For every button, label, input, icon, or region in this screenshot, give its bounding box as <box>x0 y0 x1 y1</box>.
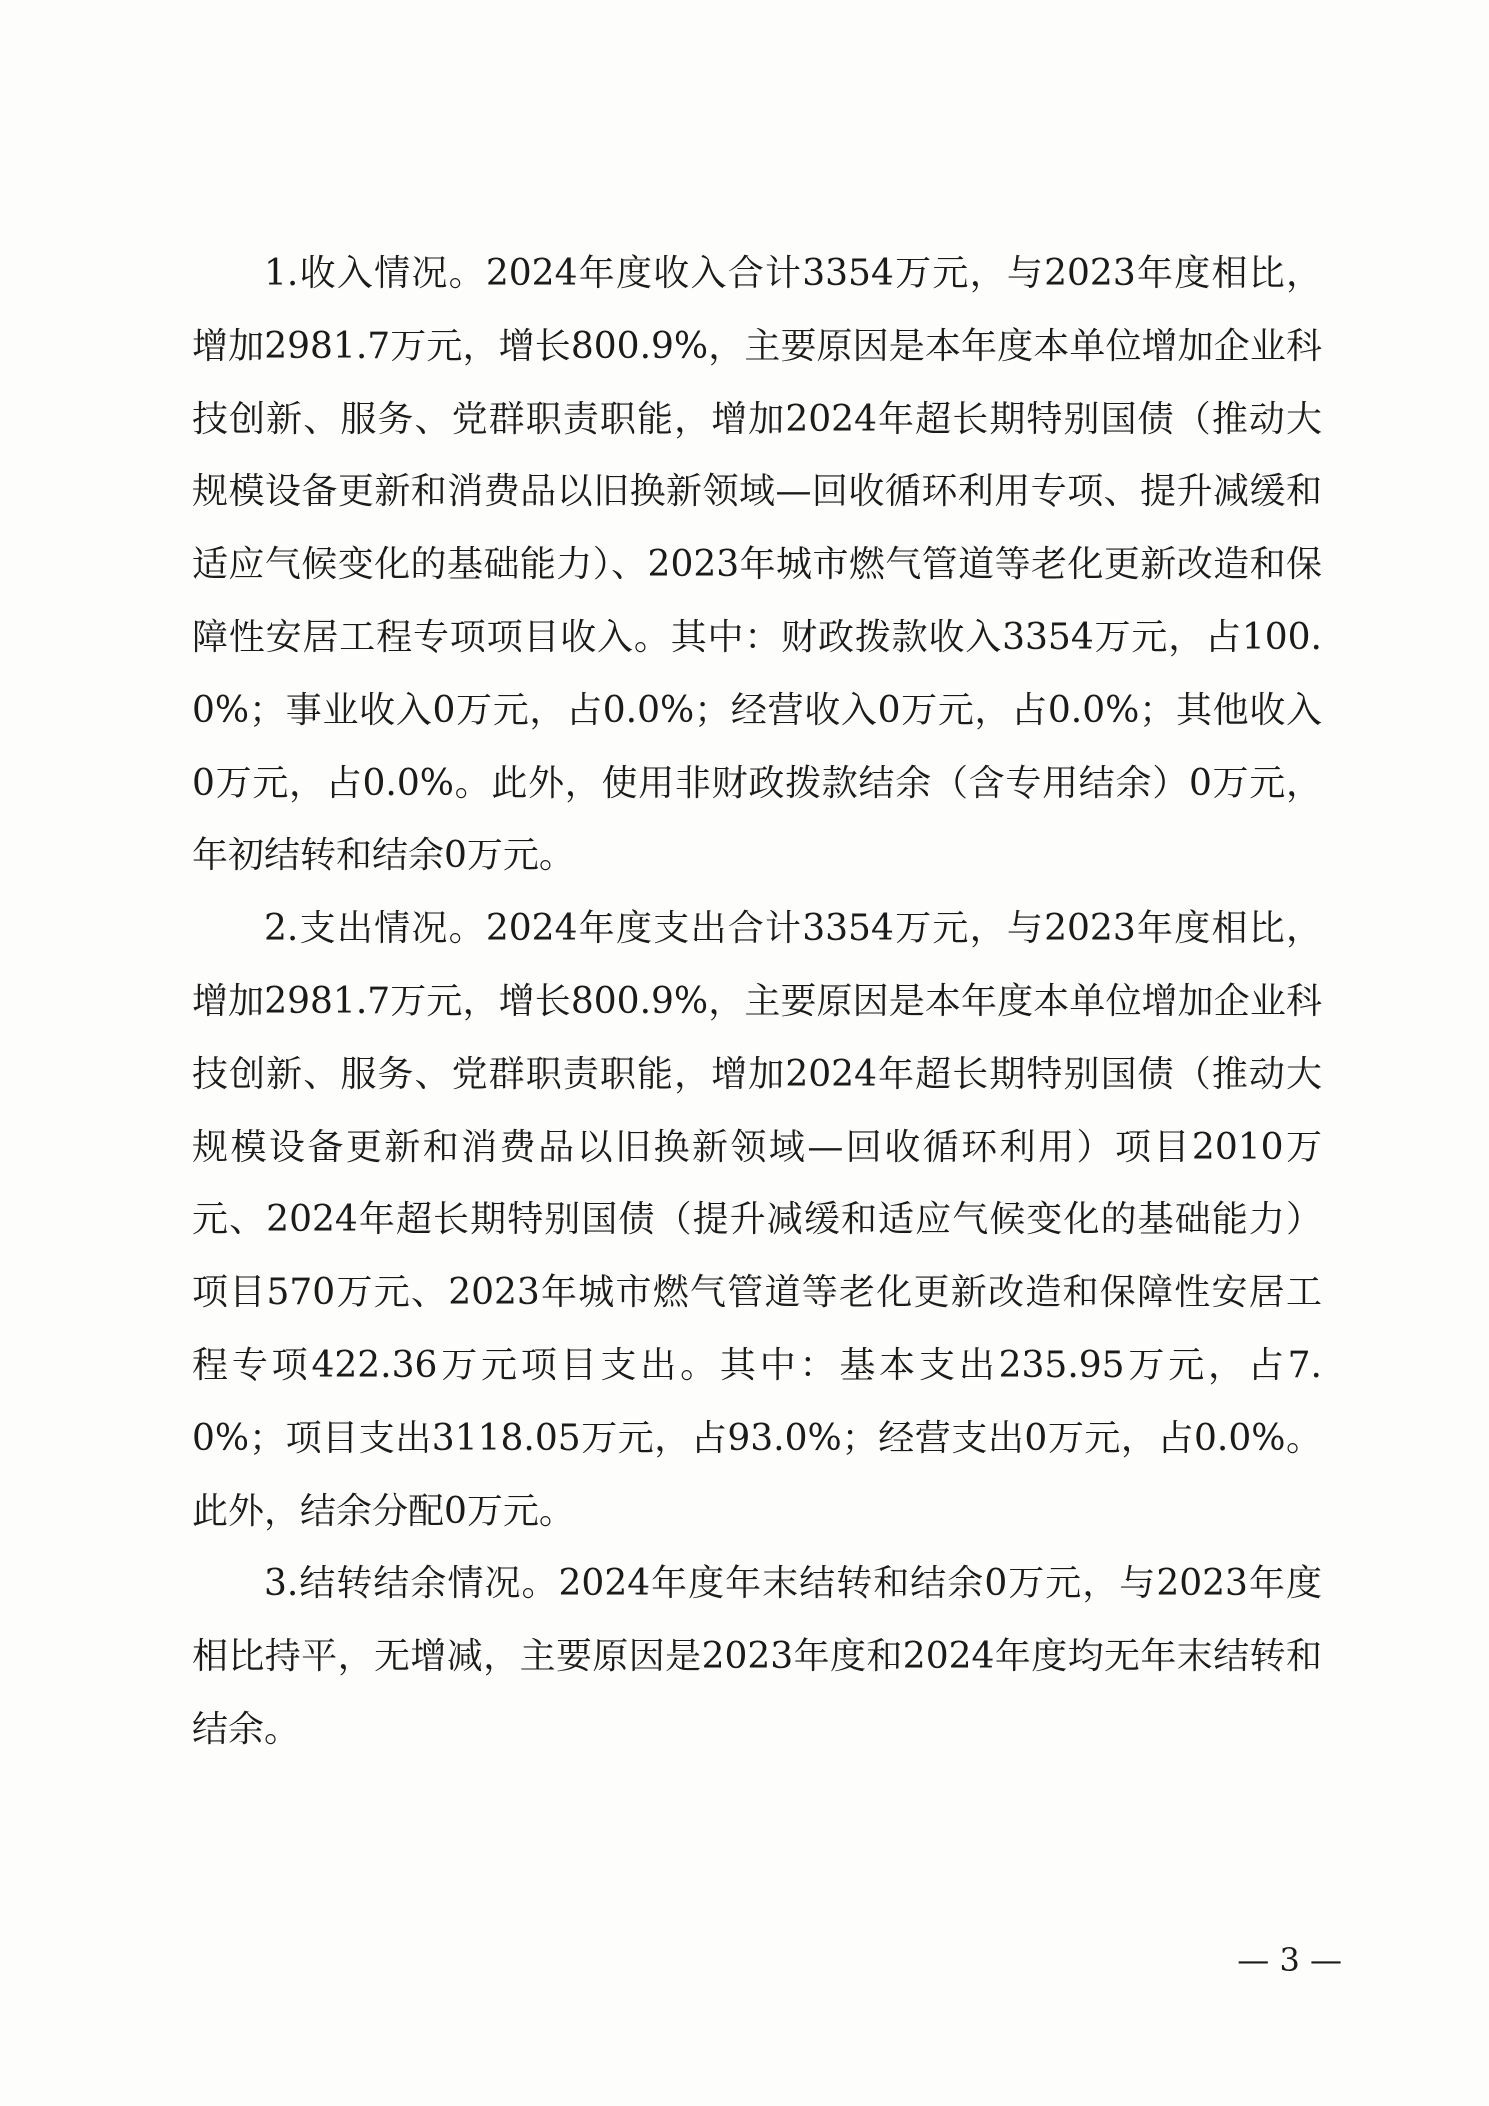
document-body <box>192 238 1322 1767</box>
paragraph-carryover: 3.结转结余情况。2024年度年末结转和结余0万元，与2023年度相比持平，无增减，主要原因是2023年度和2024年度均无年末结转和结余。 <box>192 1563 1322 1750</box>
page-number: — 3 — <box>1237 1941 1342 1979</box>
paragraph-income: 1.收入情况。2024年度收入合计3354万元，与2023年度相比，增加2981.7万元，增长800.9%，主要原因是本年度本单位增加企业科技创新、服务、党群职责职能，增加2024年超长期特别国债（推动大规模设备更新和消费品以旧换新领域—回收循环利用专项、提升减缓和适应气候变化的基础能力）、2023年城市燃气管道等老化更新改造和保障性安居工程专项项目收入。其中：财政拨款收入3354万元，占100.0%；事业收入0万元，占0.0%；经营收入0万元，占0.0%；其他收入0万元，占0.0%。此外，使用非财政拨款结余（含专用结余）0万元，年初结转和结余0万元。 <box>192 253 1322 877</box>
paragraph-expenditure: 2.支出情况。2024年度支出合计3354万元，与2023年度相比，增加2981.7万元，增长800.9%，主要原因是本年度本单位增加企业科技创新、服务、党群职责职能，增加2024年超长期特别国债（推动大规模设备更新和消费品以旧换新领域—回收循环利用）项目2010万元、2024年超长期特别国债（提升减缓和适应气候变化的基础能力）项目570万元、2023年城市燃气管道等老化更新改造和保障性安居工程专项422.36万元项目支出。其中：基本支出235.95万元，占7.0%；项目支出3118.05万元，占93.0%；经营支出0万元，占0.0%。此外，结余分配0万元。 <box>192 908 1322 1532</box>
